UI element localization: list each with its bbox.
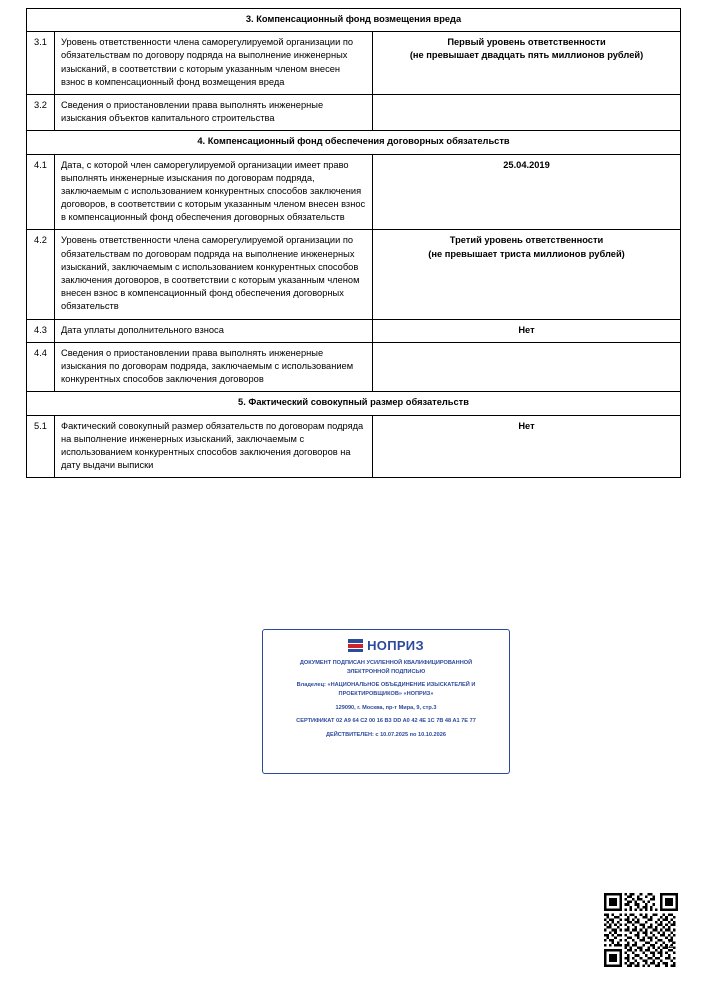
row-number: 4.3 [27, 319, 55, 342]
row-number: 3.1 [27, 32, 55, 95]
table-row [27, 154, 681, 230]
signature-line-2: ЭЛЕКТРОННОЙ ПОДПИСЬЮ [346, 668, 426, 675]
table-row [27, 32, 681, 95]
row-value-line: 25.04.2019 [503, 159, 550, 170]
row-value-line: Нет [518, 324, 535, 335]
owner-line-1: Владелец: «НАЦИОНАЛЬНОЕ ОБЪЕДИНЕНИЕ ИЗЫСКАТЕЛЕЙ И [296, 682, 476, 689]
certificate-number: СЕРТИФИКАТ 02 A9 64 C2 00 16 B3 DD A0 42 4E 1C 7B 48 A1 7E 77 [296, 718, 476, 725]
row-value [373, 32, 681, 95]
row-value-line: Нет [518, 420, 535, 431]
qr-code [604, 893, 678, 967]
row-value [373, 94, 681, 130]
row-value [373, 230, 681, 319]
owner-address: 129090, г. Москва, пр-т Мира, 9, стр.3 [335, 704, 437, 711]
row-description: Фактический совокупный размер обязательств по договорам подряда на выполнение инженерных изысканий, заключаемым с использованием конкурентных способов заключения договоров на дату выдачи выписки [55, 415, 373, 478]
noopriz-logo [263, 638, 509, 653]
section-title-3: 3. Компенсационный фонд возмещения вреда [27, 9, 681, 32]
row-value [373, 319, 681, 342]
row-value [373, 342, 681, 392]
table-row [27, 94, 681, 130]
table-row [27, 230, 681, 319]
owner-line-2: ПРОЕКТИРОВЩИКОВ» «НОПРИЗ» [338, 690, 434, 697]
section-title-5: 5. Фактический совокупный размер обязательств [27, 392, 681, 415]
row-description: Дата, с которой член саморегулируемой организации имеет право выполнять инженерные изыскания по договорам подряда, заключаемым с использованием конкурентных способов заключения договоров, в соответствии с которым указанным членом внесен взнос в компенсационный фонд обеспечения договорных обязательств [55, 154, 373, 230]
electronic-signature-stamp [262, 629, 510, 774]
row-value [373, 415, 681, 478]
extract-table [26, 8, 681, 478]
row-description: Сведения о приостановлении права выполнять инженерные изыскания по договорам подряда, заключаемым с использованием конкурентных способов заключения договоров [55, 342, 373, 392]
validity-period: ДЕЙСТВИТЕЛЕН: с 10.07.2025 по 10.10.2026 [326, 731, 446, 738]
signature-line-1: ДОКУМЕНТ ПОДПИСАН УСИЛЕННОЙ КВАЛИФИЦИРОВАННОЙ [299, 660, 473, 666]
row-description: Уровень ответственности члена саморегулируемой организации по обязательствам по договору подряда на выполнение инженерных изысканий, в соответствии с которым указанным членом внесен взнос в компенсационный фонд возмещения вреда [55, 32, 373, 95]
row-description: Уровень ответственности члена саморегулируемой организации по обязательствам по договорам подряда на выполнение инженерных изысканий, заключаемым с использованием конкурентных способов заключения договоров, в соответствии с которым указанным членом внесен взнос в компенсационный фонд обеспечения договорных обязательств [55, 230, 373, 319]
section-title-4: 4. Компенсационный фонд обеспечения договорных обязательств [27, 131, 681, 154]
row-number: 5.1 [27, 415, 55, 478]
table-row [27, 319, 681, 342]
row-value [373, 154, 681, 230]
row-number: 4.4 [27, 342, 55, 392]
row-value-line: (не превышает триста миллионов рублей) [428, 248, 625, 259]
row-value-line: Третий уровень ответственности [449, 235, 604, 246]
section-header-row [27, 392, 681, 415]
table-row [27, 342, 681, 392]
flag-icon [348, 638, 363, 653]
page-number: 2 [668, 940, 674, 951]
row-number: 4.1 [27, 154, 55, 230]
row-value-line: Первый уровень ответственности [447, 37, 606, 48]
logo-text: НОПРИЗ [367, 638, 424, 653]
row-description: Дата уплаты дополнительного взноса [55, 319, 373, 342]
row-number: 3.2 [27, 94, 55, 130]
section-header-row [27, 131, 681, 154]
row-description: Сведения о приостановлении права выполнять инженерные изыскания объектов капитального строительства [55, 94, 373, 130]
row-value-line: (не превышает двадцать пять миллионов рублей) [409, 50, 644, 61]
table-row [27, 415, 681, 478]
row-number: 4.2 [27, 230, 55, 319]
section-header-row [27, 9, 681, 32]
